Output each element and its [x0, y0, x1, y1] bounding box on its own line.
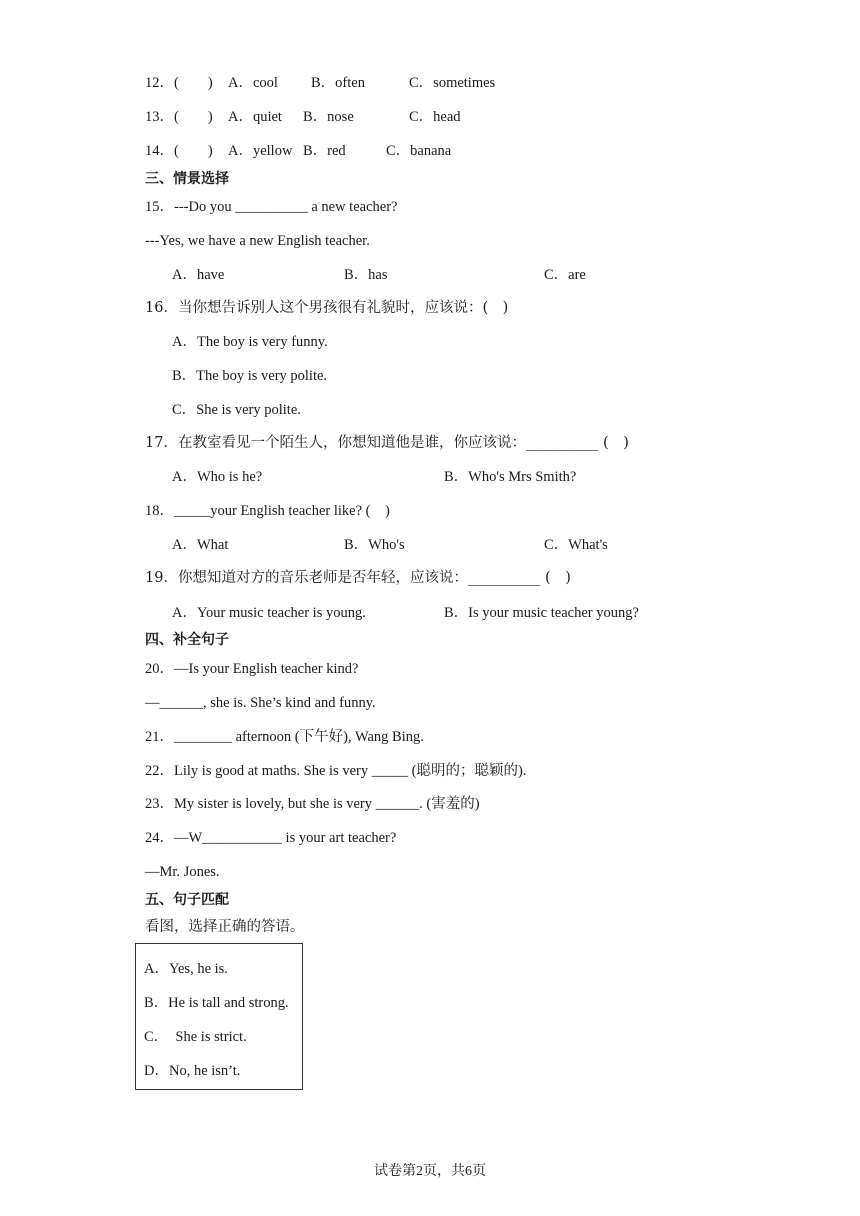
q15-stem: 15．---Do you __________ a new teacher?: [145, 199, 398, 215]
q21: 21．________ afternoon (下午好), Wang Bing.: [145, 729, 424, 745]
instruction: 看图，选择正确的答语。: [145, 919, 305, 935]
q13-option-c: C．head: [409, 109, 461, 125]
q19-option-a: A．Your music teacher is young.: [172, 605, 366, 621]
page-footer: 试卷第2页，共6页: [374, 1164, 486, 1179]
q17-option-b: B．Who's Mrs Smith?: [444, 469, 577, 485]
q15-option-c: C．are: [544, 267, 586, 283]
q19-option-b: B．Is your music teacher young?: [444, 605, 639, 621]
q12-option-c: C．sometimes: [409, 75, 496, 91]
q17-option-a: A．Who is he?: [172, 469, 263, 485]
q15-option-b: B．has: [344, 267, 388, 283]
q16-option-c: C．She is very polite.: [172, 402, 301, 418]
q14-option-c: C．banana: [386, 143, 452, 159]
q15-option-a: A．have: [172, 267, 225, 283]
q13-option-a: A．quiet: [228, 109, 282, 125]
q14-stem: 14．( ): [145, 143, 213, 159]
section-heading-4: 四、补全句子: [145, 632, 229, 648]
q19-stem: 19．你想知道对方的音乐老师是否年轻，应该说：__________ ( ): [145, 570, 571, 586]
section-heading-3: 三、情景选择: [145, 171, 229, 187]
box-option-d: D．No, he isn’t.: [144, 1063, 241, 1079]
q14-option-a: A．yellow: [228, 143, 293, 159]
q18-stem: 18．_____your English teacher like? ( ): [145, 503, 390, 519]
section-heading-5: 五、句子匹配: [145, 892, 229, 908]
q20-line1: 20．—Is your English teacher kind?: [145, 661, 359, 677]
q14-option-b: B．red: [303, 143, 346, 159]
q24-line2: —Mr. Jones.: [145, 864, 220, 880]
q18-option-c: C．What's: [544, 537, 608, 553]
q22: 22．Lily is good at maths. She is very _____ (聪明的；聪颖的).: [145, 763, 527, 779]
q17-stem: 17．在教室看见一个陌生人，你想知道他是谁，你应该说：__________ ( ): [145, 435, 629, 451]
q18-option-b: B．Who's: [344, 537, 405, 553]
q12-stem: 12．( ): [145, 75, 213, 91]
answer-options-box: [135, 943, 303, 1090]
q23: 23．My sister is lovely, but she is very ______. (害羞的): [145, 796, 480, 812]
q13-option-b: B．nose: [303, 109, 354, 125]
q13-stem: 13．( ): [145, 109, 213, 125]
q12-option-a: A．cool: [228, 75, 278, 91]
q20-line2: —______, she is. She’s kind and funny.: [145, 695, 376, 711]
q16-option-a: A．The boy is very funny.: [172, 334, 328, 350]
box-option-c: C． She is strict.: [144, 1029, 247, 1045]
q12-option-b: B．often: [311, 75, 365, 91]
box-option-b: B．He is tall and strong.: [144, 995, 289, 1011]
q24-line1: 24．—W___________ is your art teacher?: [145, 830, 397, 846]
q18-option-a: A．What: [172, 537, 229, 553]
box-option-a: A．Yes, he is.: [144, 961, 228, 977]
q16-stem: 16．当你想告诉别人这个男孩很有礼貌时，应该说：( ): [145, 300, 509, 316]
q16-option-b: B．The boy is very polite.: [172, 368, 328, 384]
q15-dialogue: ---Yes, we have a new English teacher.: [145, 233, 370, 249]
